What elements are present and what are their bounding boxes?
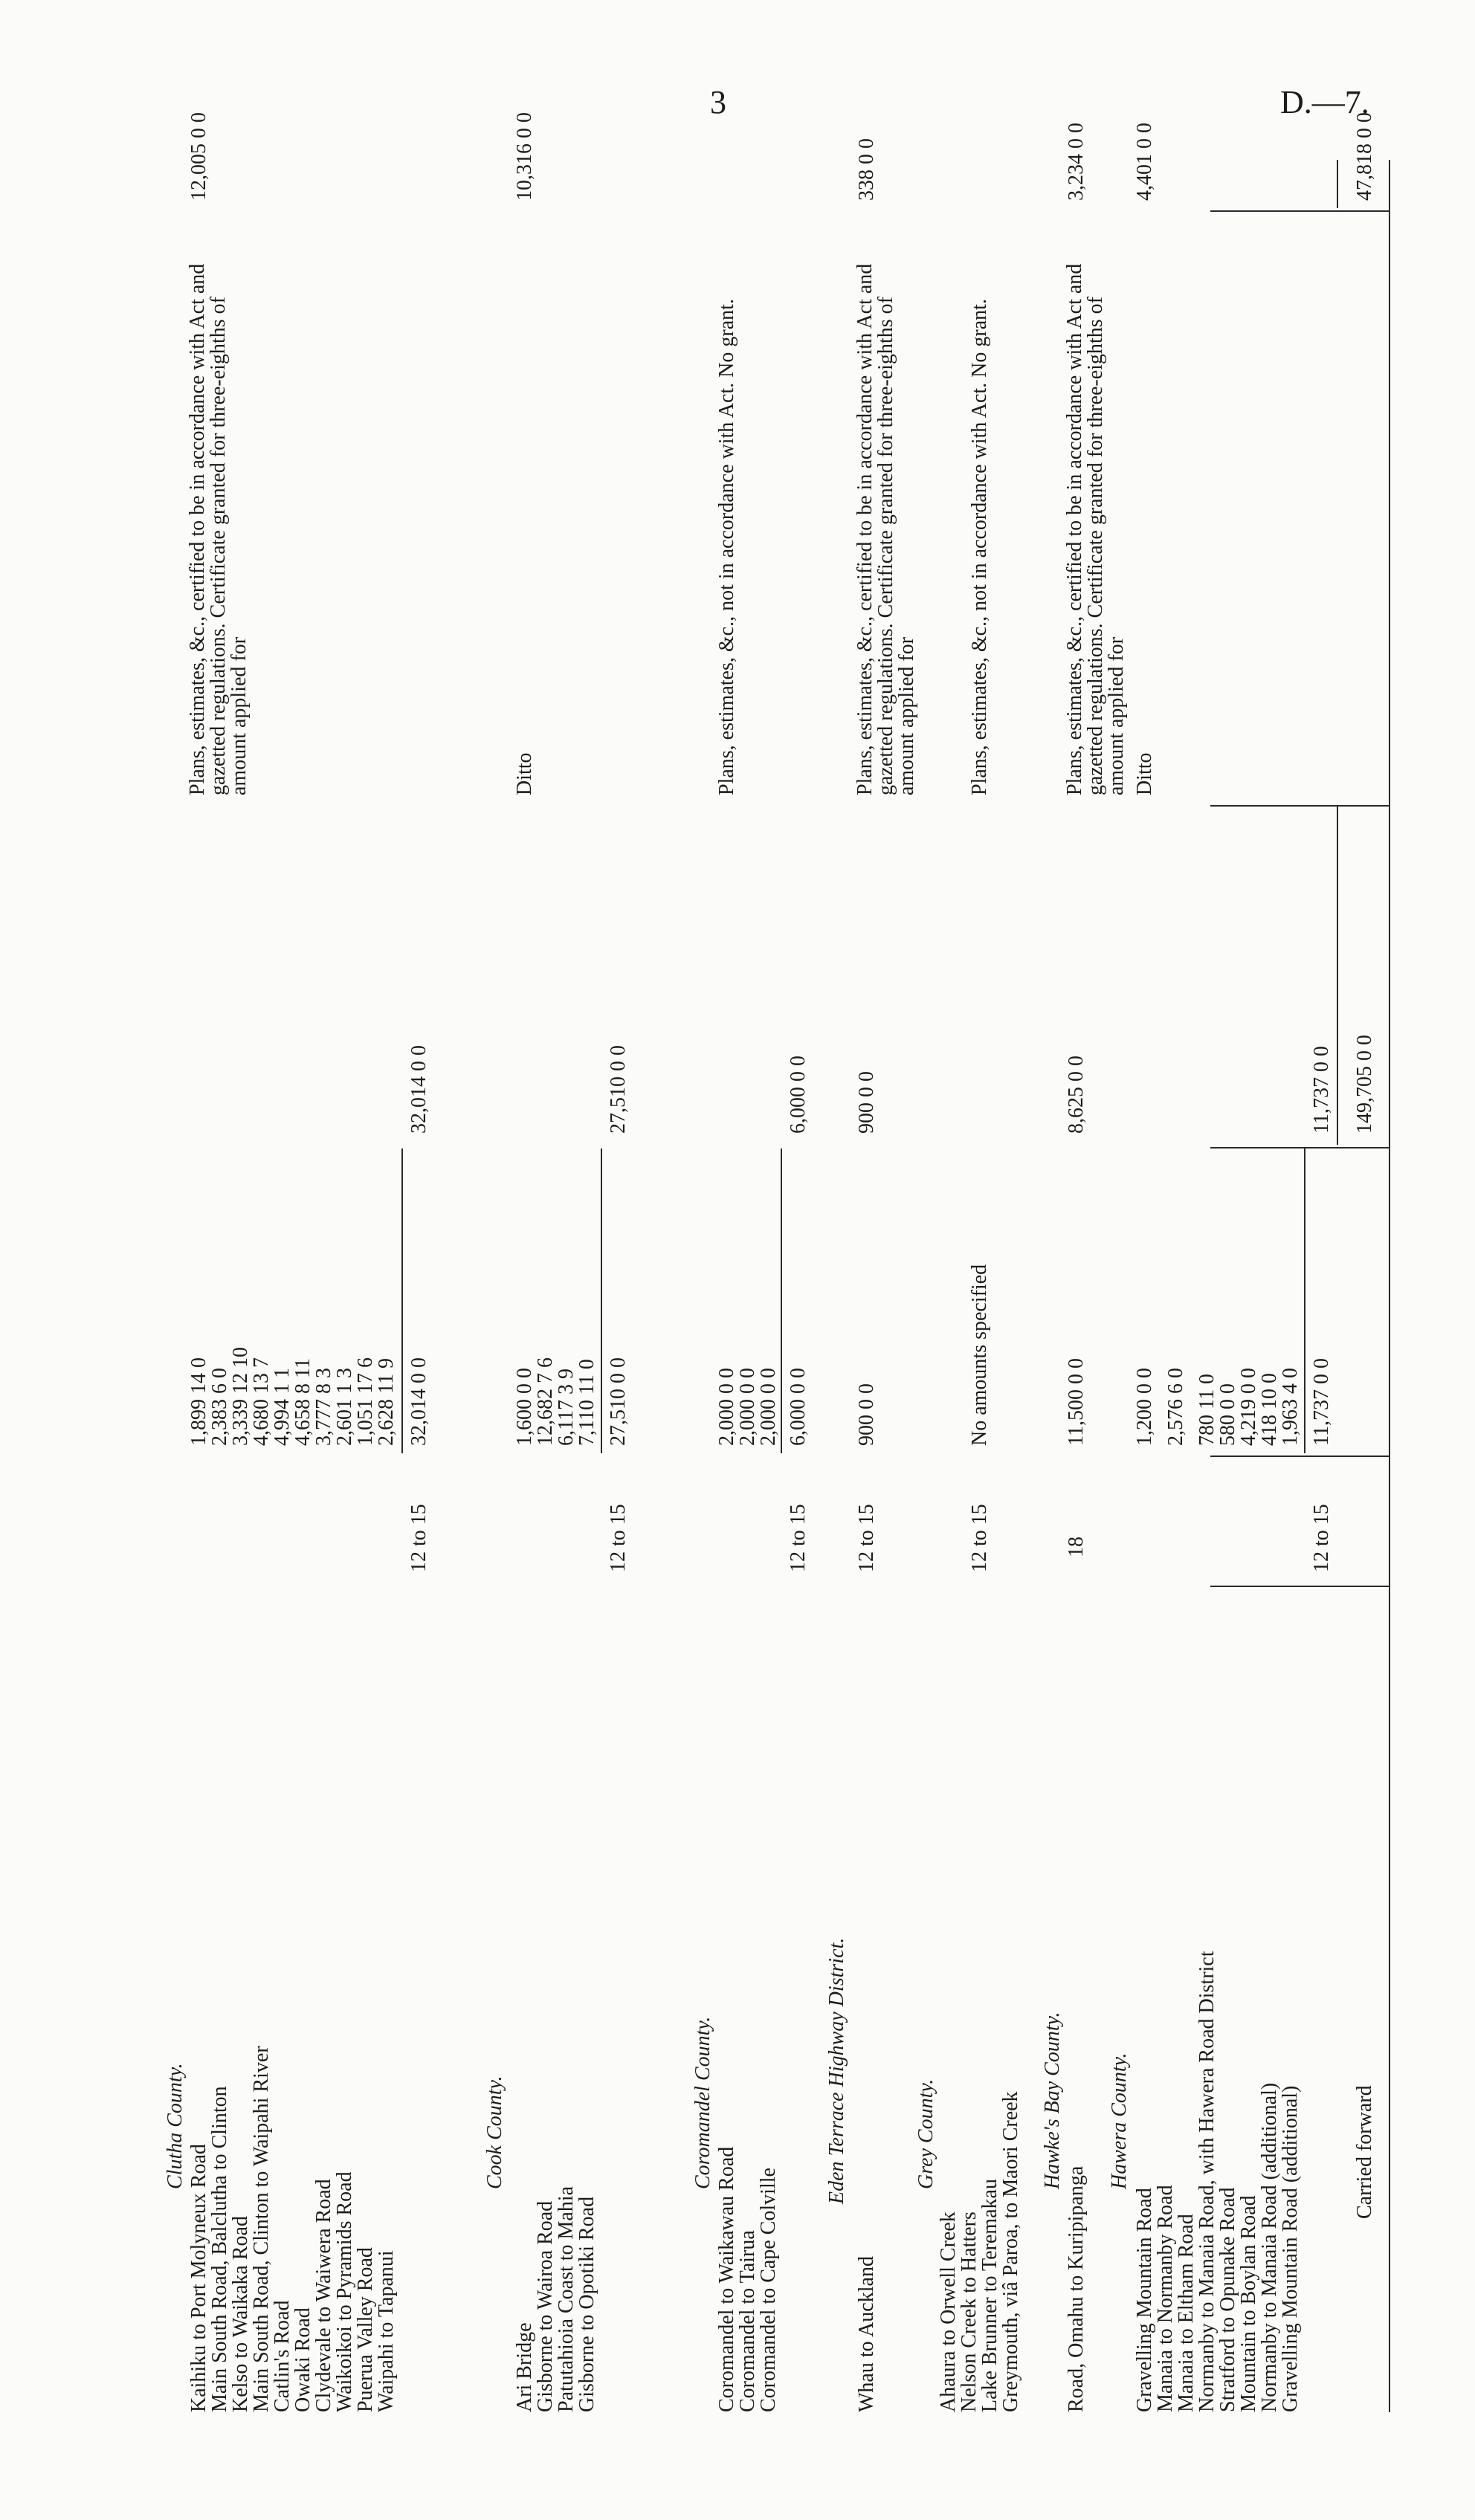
county-heading: Coromandel County. [691,2016,714,2189]
road-name: Gravelling Mountain Road (additional) [1279,2085,1302,2412]
amount: 580 0 0 [1216,1383,1239,1446]
county-heading: Grey County. [914,2078,937,2189]
total-applied: 11,737 0 0 [1310,1046,1333,1134]
rule-bottom [1389,160,1390,2412]
road-name: Stratford to Opunake Road [1216,2187,1239,2412]
county-heading: Hawera County. [1108,2052,1131,2189]
road-name: Gisborne to Wairoa Road [534,2200,557,2412]
road-name: Main South Road, Balclutha to Clinton [208,2086,231,2412]
amount: 12,682 7 6 [534,1357,557,1446]
rate: 12 to 15 [1310,1504,1333,1572]
granted: 4,401 0 0 [1133,123,1156,201]
road-name: Ari Bridge [513,2322,536,2412]
subtotal: 11,737 0 0 [1310,1358,1333,1446]
remarks: Plans, estimates, &c., certified to be in accordance with Act and gazetted regulations. Certificate granted for three-eighths of amount applied for [853,263,918,795]
road-name: Waikoikoi to Pyramids Road [333,2171,356,2412]
county-heading: Cook County. [483,2075,506,2189]
road-name: Greymouth, viâ Paroa, to Maori Creek [999,2091,1022,2412]
remarks: Plans, estimates, &c., certified to be in accordance with Act and gazetted regulations. Certificate granted for three-eighths of amount applied for [1063,263,1128,795]
road-name: Whau to Auckland [855,2256,878,2412]
road-name: Main South Road, Clinton to Waipahi River [250,2046,273,2412]
rate: 12 to 15 [968,1504,991,1572]
road-name: Waipahi to Tapanui [375,2250,398,2412]
amount: 1,051 17 6 [354,1357,377,1446]
rate: 12 to 15 [407,1504,430,1572]
rule-applied [1210,1147,1390,1148]
amount: 1,200 0 0 [1133,1368,1156,1446]
road-name: Ahaura to Orwell Creek [937,2212,960,2412]
total-applied: 900 0 0 [855,1071,878,1134]
total-applied: 8,625 0 0 [1065,1056,1088,1134]
road-name: Nelson Creek to Hatters [958,2212,981,2412]
subtotal-rule [601,1148,602,1453]
road-name: Normanby to Manaia Road, with Hawera Road District [1195,1951,1219,2412]
rule-amount [1210,1456,1390,1457]
road-name: Kaihiku to Port Molyneux Road [187,2144,210,2412]
subtotal-rule [401,1148,403,1453]
document-reference: D.—7. [1280,84,1369,120]
county-heading: Clutha County. [164,2063,187,2189]
remarks: Plans, estimates, &c., not in accordance with Act. No grant. [968,299,991,795]
road-name: Manaia to Eltham Road [1175,2214,1198,2412]
amount: 4,219 0 0 [1237,1368,1260,1446]
amount: 900 0 0 [855,1383,878,1446]
rule-remarks [1210,805,1390,807]
amount: 11,500 0 0 [1065,1358,1088,1446]
total-rule [1337,807,1338,1145]
amount: 2,000 0 0 [757,1368,780,1446]
road-name: Gisborne to Opotiki Road [575,2196,598,2412]
amount: 7,110 11 0 [575,1359,598,1446]
rate: 12 to 15 [607,1504,630,1572]
amount: 4,680 13 7 [250,1357,273,1446]
remarks: Ditto [1133,752,1156,795]
amount: 1,963 4 0 [1279,1368,1302,1446]
road-name: Road, Omahu to Kuripipanga [1065,2165,1088,2412]
carried-forward-total: 149,705 0 0 [1353,1035,1376,1134]
amount: 780 11 0 [1195,1374,1219,1446]
road-name: Coromandel to Waikawau Road [715,2146,738,2412]
amount: 2,601 1 3 [333,1368,356,1446]
remarks: Ditto [513,752,536,795]
road-name: Owaki Road [291,2307,314,2412]
total-applied: 32,014 0 0 [407,1045,430,1134]
amount: 6,117 3 9 [555,1369,578,1446]
road-name: Patutahioia Coast to Mahia [555,2185,578,2412]
road-name: Lake Brunner to Teremakau [978,2179,1001,2412]
rotated-table [82,112,1390,2412]
road-name: Mountain to Boylan Road [1237,2195,1260,2412]
amount: 2,576 6 0 [1164,1368,1187,1446]
granted: 10,316 0 0 [513,112,536,201]
road-name: Gravelling Mountain Road [1133,2188,1156,2412]
road-name: Clydevale to Waiwera Road [312,2179,335,2412]
road-name: Manaia to Normanby Road [1154,2185,1177,2412]
total-applied: 27,510 0 0 [607,1045,630,1134]
remarks: Plans, estimates, &c., not in accordance with Act. No grant. [715,299,738,795]
road-name: Coromandel to Tairua [736,2230,759,2412]
total-applied: 6,000 0 0 [787,1056,810,1134]
amount: 2,628 11 9 [375,1358,398,1446]
granted: 12,005 0 0 [187,112,210,201]
amount: 2,383 6 0 [208,1368,231,1446]
amount: 2,000 0 0 [736,1368,759,1446]
granted: 3,234 0 0 [1065,123,1088,201]
granted-total-rule [1337,160,1338,208]
amount: 3,777 8 3 [312,1368,335,1446]
road-name: Kelso to Waikaka Road [229,2216,252,2412]
amount: 3,339 12 10 [229,1347,252,1446]
rule-granted [1210,210,1390,212]
road-name: Puerua Valley Road [354,2247,377,2412]
subtotal-rule [781,1148,782,1453]
county-heading: Eden Terrace Highway District. [825,1937,848,2204]
rule-rate [1210,1586,1390,1587]
subtotal: 27,510 0 0 [607,1357,630,1446]
subtotal-rule [1304,1148,1305,1453]
amount: 418 10 0 [1258,1373,1281,1446]
granted: 338 0 0 [855,138,878,201]
amount: 1,899 14 0 [187,1357,210,1446]
county-heading: Hawke's Bay County. [1041,2012,1064,2189]
carried-forward-label: Carried forward [1353,2085,1376,2219]
carried-forward-granted: 47,818 0 0 [1353,112,1376,201]
subtotal: 32,014 0 0 [407,1357,430,1446]
page-number: 3 [710,84,726,120]
road-name: Catlin's Road [271,2300,294,2412]
no-amounts-note: No amounts specified [968,1264,991,1446]
amount: 4,994 1 1 [271,1368,294,1446]
road-name: Coromandel to Cape Colville [757,2168,780,2412]
amount: 2,000 0 0 [715,1368,738,1446]
road-name: Normanby to Manaia Road (additional) [1258,2082,1281,2412]
subtotal: 6,000 0 0 [787,1368,810,1446]
rate: 18 [1065,1537,1088,1557]
amount: 4,658 8 11 [291,1358,314,1446]
amount: 1,600 0 0 [513,1368,536,1446]
rate: 12 to 15 [855,1504,878,1572]
remarks: Plans, estimates, &c., certified to be in accordance with Act and gazetted regulations. Certificate granted for three-eighths of amount applied for [186,263,251,795]
rate: 12 to 15 [787,1504,810,1572]
